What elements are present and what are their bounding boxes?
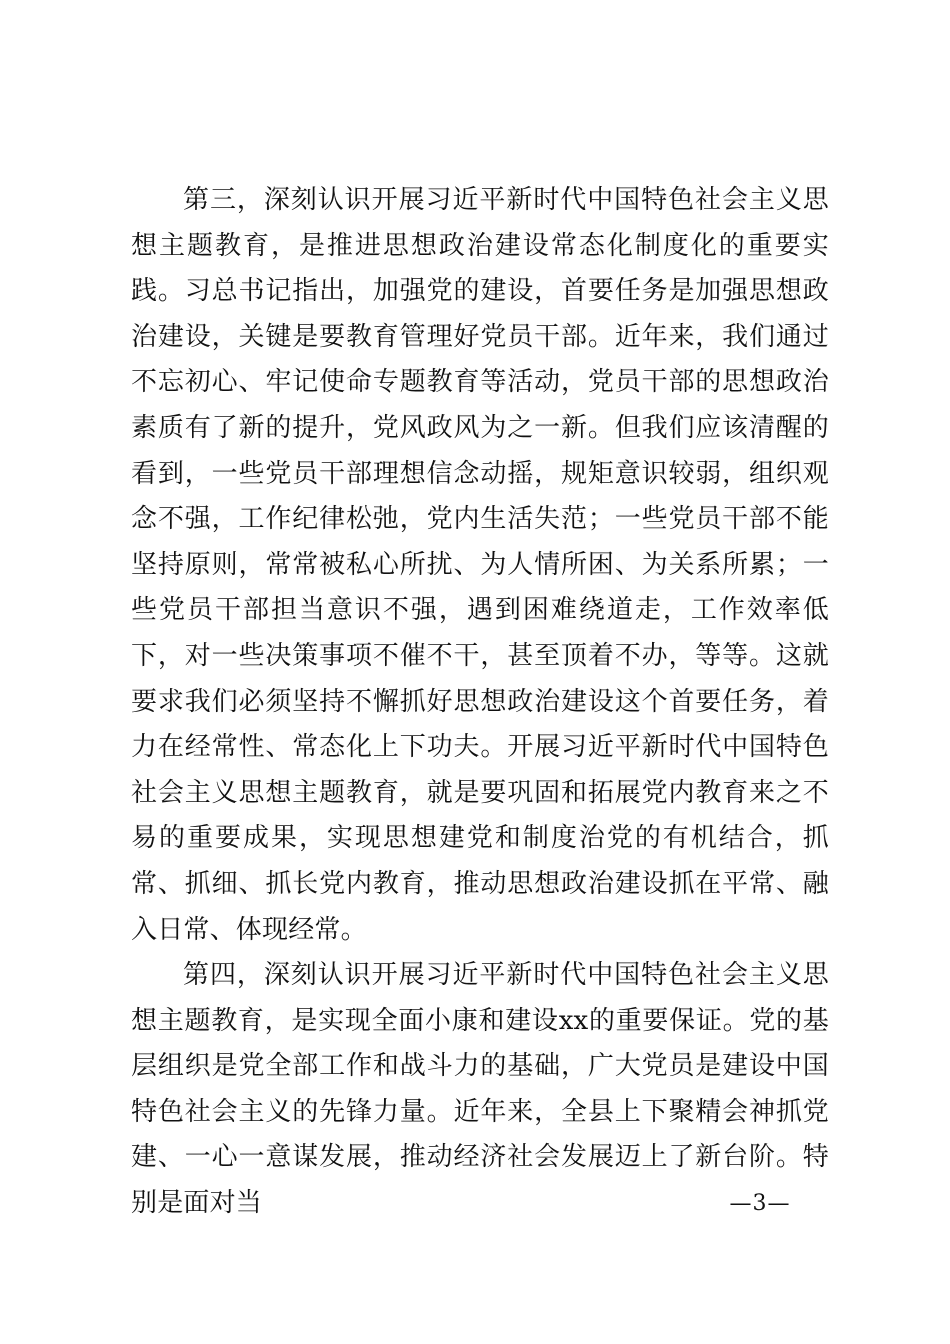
paragraph-third-point: 第三，深刻认识开展习近平新时代中国特色社会主义思想主题教育，是推进思想政治建设常态化制度化的重要实践。习总书记指出，加强党的建设，首要任务是加强思想政治建设，关键是要教育管理好党员干部。近年来，我们通过不忘初心、牢记使命专题教育等活动，党员干部的思想政治素质有了新的提升，党风政风为之一新。但我们应该清醒的看到，一些党员干部理想信念动摇，规矩意识较弱，组织观念不强，工作纪律松弛，党内生活失范；一些党员干部不能坚持原则，常常被私心所扰、为人情所困、为关系所累；一些党员干部担当意识不强，遇到困难绕道走，工作效率低下，对一些决策事项不催不干，甚至顶着不办，等等。这就要求我们必须坚持不懈抓好思想政治建设这个首要任务，着力在经常性、常态化上下功夫。开展习近平新时代中国特色社会主义思想主题教育，就是要巩固和拓展党内教育来之不易的重要成果，实现思想建党和制度治党的有机结合，抓常、抓细、抓长党内教育，推动思想政治建设抓在平常、融入日常、体现经常。 (131, 185, 829, 945)
document-body (131, 178, 829, 1227)
paragraph-fourth-point: 第四，深刻认识开展习近平新时代中国特色社会主义思想主题教育，是实现全面小康和建设xx的重要保证。党的基层组织是党全部工作和战斗力的基础，广大党员是建设中国特色社会主义的先锋力量。近年来，全县上下聚精会神抓党建、一心一意谋发展，推动经济社会发展迈上了新台阶。特别是面对当 (131, 960, 829, 1219)
page-number: —3— (729, 1191, 791, 1216)
